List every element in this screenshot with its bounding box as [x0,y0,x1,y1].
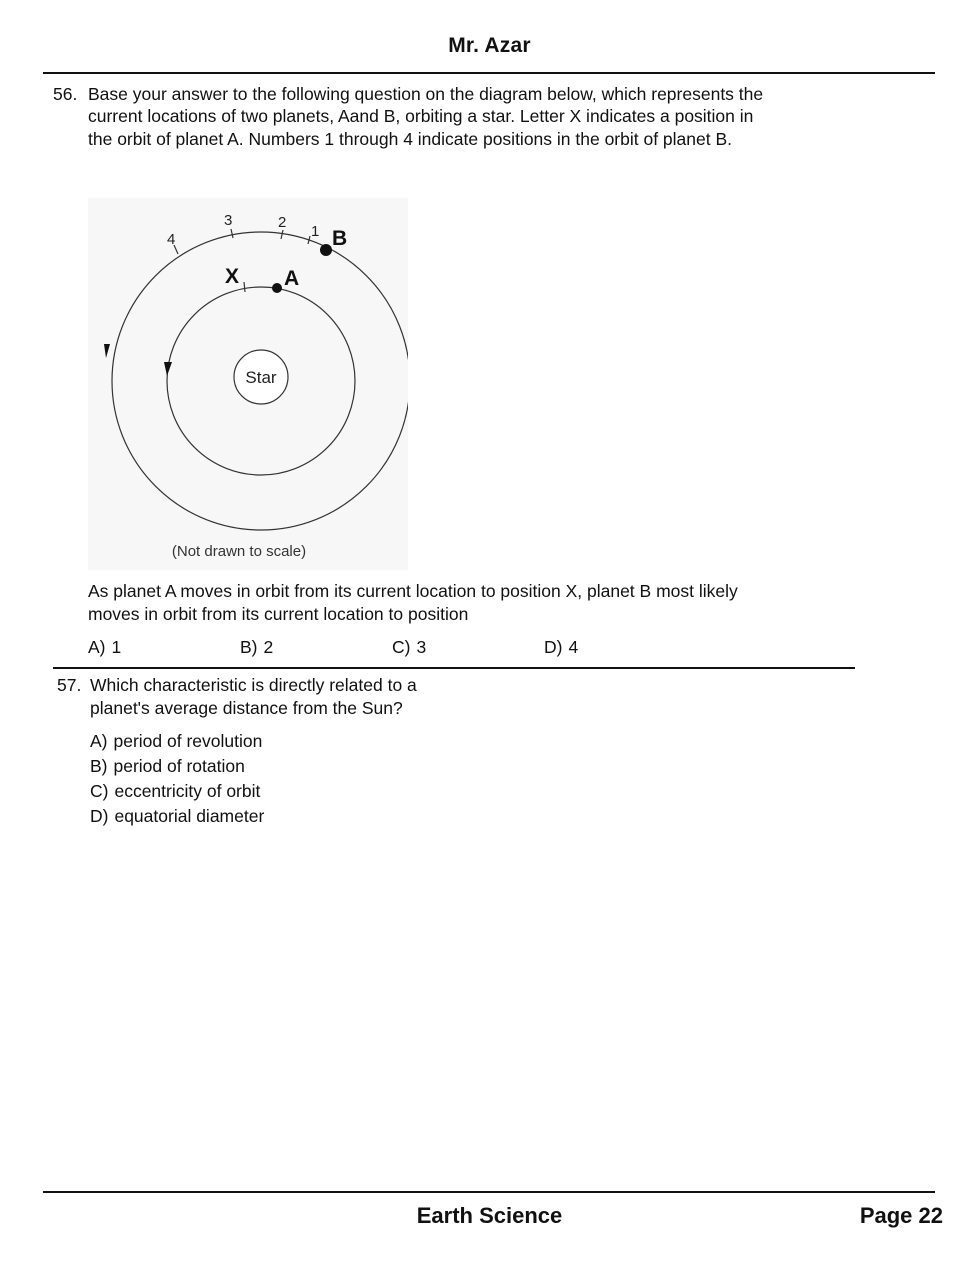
choice-text: period of rotation [113,756,245,776]
diagram-caption: (Not drawn to scale) [171,543,307,560]
choice-letter: D) [544,637,563,657]
page-header-title: Mr. Azar [448,34,531,57]
choice-57-c[interactable] [90,781,260,802]
planet-b-dot [320,244,332,256]
planet-a-dot [272,283,282,293]
question-line: moves in orbit from its current location to position [88,604,469,624]
star-label: Star [245,368,277,387]
choice-text: 1 [111,637,122,657]
choice-57-b[interactable] [90,756,245,777]
position-3-label: 3 [224,212,233,229]
choice-letter: A) [88,637,106,657]
choice-text: 4 [568,637,579,657]
choice-56-b[interactable] [240,637,273,658]
question-number: 57. [57,675,82,695]
question-stem-line: Base your answer to the following question on the diagram below, which represents the [88,84,764,104]
position-1-label: 1 [311,223,320,240]
choice-letter: B) [240,637,258,657]
orbit-diagram [88,198,408,570]
header-rule [43,72,935,74]
planet-b-label: B [332,227,348,250]
choice-letter: A) [90,731,108,751]
choice-letter: C) [90,781,109,801]
footer-subject: Earth Science [416,1203,563,1228]
position-2-label: 2 [278,214,287,231]
choice-text: 2 [263,637,274,657]
footer-rule [43,1191,935,1193]
question-stem-line: current locations of two planets, Aand B, orbiting a star. Letter X indicates a position in [88,106,754,126]
question-stem-line: planet's average distance from the Sun? [90,698,403,718]
position-4-label: 4 [167,231,176,248]
question-number: 56. [53,84,78,104]
choice-letter: C) [392,637,411,657]
choice-letter: D) [90,806,109,826]
choice-56-c[interactable] [392,637,426,658]
choice-57-d[interactable] [90,806,264,827]
question-divider [53,667,855,669]
planet-a-label: A [284,267,300,290]
choice-57-a[interactable] [90,731,262,752]
choice-letter: B) [90,756,108,776]
choice-text: eccentricity of orbit [114,781,261,801]
question-stem-line: Which characteristic is directly related to a [90,675,417,695]
choice-text: period of revolution [113,731,263,751]
choice-56-d[interactable] [544,637,578,658]
choice-56-a[interactable] [88,637,121,658]
question-line: As planet A moves in orbit from its current location to position X, planet B most likely [88,581,738,601]
choice-text: 3 [416,637,427,657]
choice-text: equatorial diameter [114,806,265,826]
position-x-label: X [225,265,240,288]
question-stem-line: the orbit of planet A. Numbers 1 through 4 indicate positions in the orbit of planet B. [88,129,733,149]
footer-page-number: Page 22 [859,1203,943,1228]
